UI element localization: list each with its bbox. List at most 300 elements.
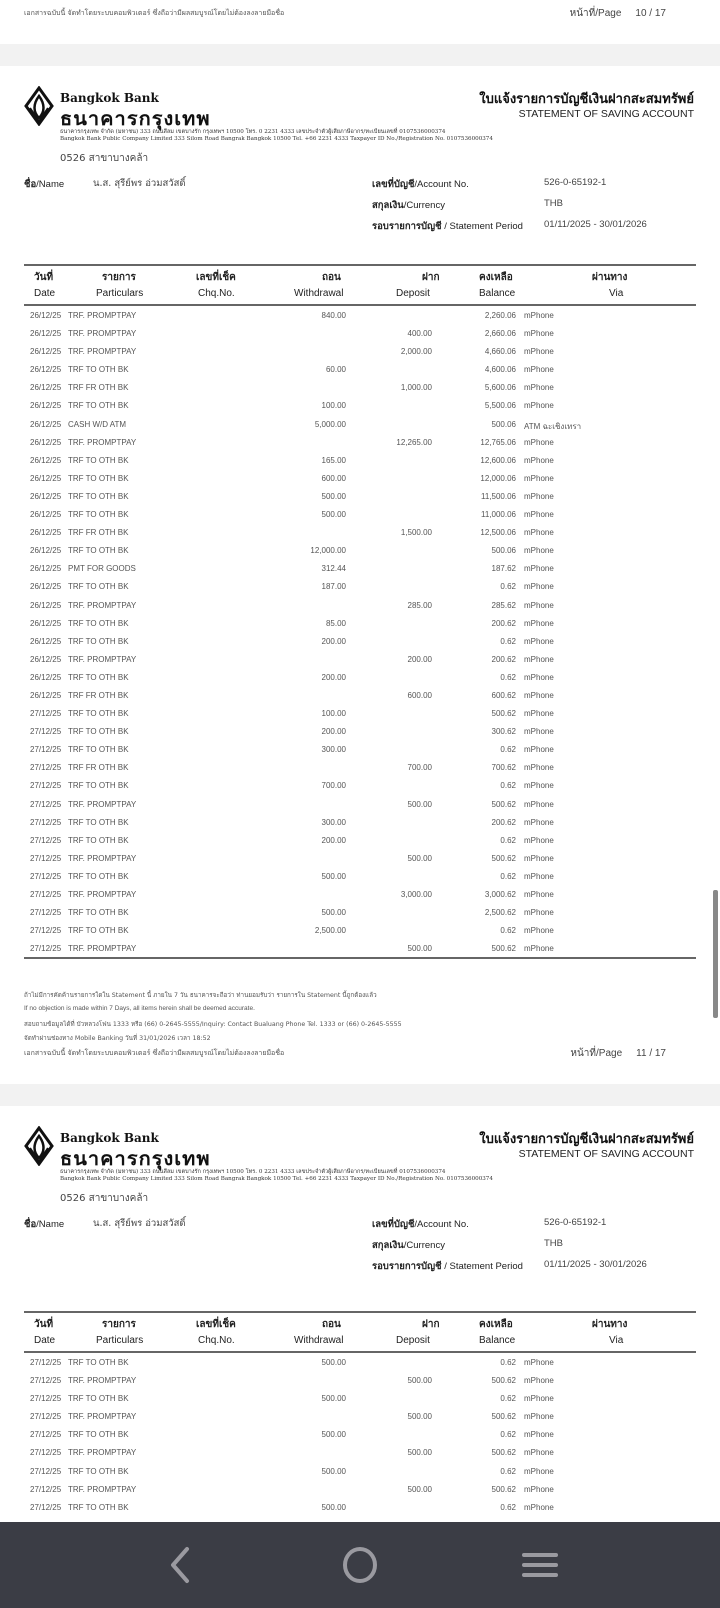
row-date: 26/12/25 [30, 600, 62, 610]
page-indicator [570, 1046, 666, 1061]
row-particulars: TRF TO OTH BK [68, 672, 129, 682]
row-withdrawal: 500.00 [321, 491, 346, 501]
table-row [24, 324, 696, 342]
row-particulars: TRF TO OTH BK [68, 871, 129, 881]
objection-note-en: If no objection is made within 7 Days, all items herein shall be deemed accurate. [24, 1005, 255, 1012]
table-row [24, 686, 696, 704]
row-balance: 500.62 [491, 1448, 516, 1458]
page-label-en: /Page [595, 8, 622, 19]
row-date: 27/12/25 [30, 944, 62, 954]
row-date: 27/12/25 [30, 1448, 62, 1458]
row-date: 27/12/25 [30, 1358, 62, 1367]
row-particulars: TRF TO OTH BK [68, 365, 129, 375]
table-row [24, 415, 696, 433]
table-row [24, 559, 696, 577]
col-deposit-th: ฝาก [422, 272, 440, 283]
page-12 [0, 1106, 720, 1522]
row-deposit: 500.00 [407, 853, 432, 863]
row-date: 27/12/25 [30, 835, 62, 845]
row-particulars: TRF TO OTH BK [68, 1466, 129, 1476]
col-chq-en: Chq.No. [198, 1335, 235, 1346]
bangkok-bank-logo-icon [24, 1126, 54, 1166]
table-row [24, 668, 696, 686]
row-particulars: TRF TO OTH BK [68, 727, 129, 737]
page-label-th: หน้าที่ [569, 8, 596, 19]
table-row [24, 903, 696, 921]
row-withdrawal: 500.00 [321, 1394, 346, 1404]
row-via: mPhone [524, 636, 554, 646]
row-withdrawal: 200.00 [321, 727, 346, 737]
row-withdrawal: 500.00 [321, 871, 346, 881]
row-date: 26/12/25 [30, 510, 62, 520]
row-date: 27/12/25 [30, 781, 62, 791]
row-date: 26/12/25 [30, 365, 62, 375]
page-number: 10 / 17 [635, 8, 666, 19]
row-balance: 4,660.06 [484, 347, 516, 357]
table-body [24, 1353, 696, 1516]
table-row [24, 523, 696, 541]
row-balance: 2,660.06 [484, 329, 516, 339]
row-date: 27/12/25 [30, 817, 62, 827]
row-withdrawal: 500.00 [321, 1466, 346, 1476]
row-particulars: TRF TO OTH BK [68, 926, 129, 936]
row-balance: 500.06 [491, 546, 516, 556]
row-deposit: 500.00 [407, 1484, 432, 1494]
row-via: mPhone [524, 582, 554, 592]
row-withdrawal: 165.00 [321, 455, 346, 465]
row-particulars: PMT FOR GOODS [68, 564, 136, 574]
row-balance: 200.62 [491, 654, 516, 664]
circle-home-icon [340, 1545, 380, 1585]
row-via: mPhone [524, 1376, 554, 1386]
row-balance: 0.62 [500, 636, 516, 646]
row-date: 26/12/25 [30, 546, 62, 556]
row-date: 27/12/25 [30, 853, 62, 863]
row-via: mPhone [524, 817, 554, 827]
account-no-value: 526-0-65192-1 [544, 177, 607, 188]
table-row [24, 650, 696, 668]
row-balance: 500.62 [491, 1484, 516, 1494]
row-balance: 285.62 [491, 600, 516, 610]
row-particulars: CASH W/D ATM [68, 419, 127, 429]
row-withdrawal: 12,000.00 [310, 546, 346, 556]
row-date: 27/12/25 [30, 745, 62, 755]
bank-address-th: ธนาคารกรุงเทพ จำกัด (มหาชน) 333 ถนนสีลม เขตบางรัก กรุงเทพฯ 10500 โทร. 0 2231 4333 เลขประจำตัวผู้เสียภาษีอากร/ทะเบียนเลขที่ 0107536000374 [60, 1169, 446, 1175]
statement-title-th: ใบแจ้งรายการบัญชีเงินฝากสะสมทรัพย์ [479, 1132, 694, 1147]
statement-title-en: STATEMENT OF SAVING ACCOUNT [518, 1148, 694, 1160]
row-deposit: 500.00 [407, 1376, 432, 1386]
row-particulars: TRF. PROMPTPAY [68, 1376, 137, 1386]
col-deposit-en: Deposit [396, 1335, 430, 1346]
branch-label: 0526 สาขาบางคล้า [60, 1193, 149, 1204]
row-particulars: TRF TO OTH BK [68, 491, 129, 501]
back-button[interactable] [155, 1540, 205, 1590]
bank-address-en: Bangkok Bank Public Company Limited 333 Silom Road Bangrak Bangkok 10500 Tel. +66 2231 4333 Taxpayer ID No./Registration No. 0107536000374 [60, 1176, 493, 1182]
account-holder-name: น.ส. สุรีย์พร อ่วมสวัสดิ์ [93, 1218, 186, 1229]
row-deposit: 12,265.00 [396, 437, 432, 447]
col-chq-th: เลขที่เช็ค [196, 1319, 236, 1330]
table-row [24, 342, 696, 360]
row-withdrawal: 700.00 [321, 781, 346, 791]
row-particulars: TRF. PROMPTPAY [68, 347, 137, 357]
col-withdrawal-en: Withdrawal [294, 1335, 344, 1346]
table-row [24, 577, 696, 595]
row-via: mPhone [524, 1484, 554, 1494]
col-chq-th: เลขที่เช็ค [196, 272, 236, 283]
bank-address-th: ธนาคารกรุงเทพ จำกัด (มหาชน) 333 ถนนสีลม เขตบางรัก กรุงเทพฯ 10500 โทร. 0 2231 4333 เลขประจำตัวผู้เสียภาษีอากร/ทะเบียนเลขที่ 0107536000374 [60, 129, 446, 135]
row-date: 26/12/25 [30, 654, 62, 664]
row-deposit: 700.00 [407, 763, 432, 773]
recent-apps-button[interactable] [515, 1540, 565, 1590]
row-via: mPhone [524, 564, 554, 574]
currency-value: THB [544, 198, 563, 209]
row-via: mPhone [524, 690, 554, 700]
row-particulars: TRF FR OTH BK [68, 690, 129, 700]
col-date-th: วันที่ [34, 1319, 54, 1330]
row-balance: 0.62 [500, 582, 516, 592]
row-balance: 500.62 [491, 799, 516, 809]
row-withdrawal: 85.00 [325, 618, 346, 628]
row-particulars: TRF TO OTH BK [68, 582, 129, 592]
row-balance: 0.62 [500, 672, 516, 682]
row-withdrawal: 500.00 [321, 1430, 346, 1440]
branch-label: 0526 สาขาบางคล้า [60, 153, 149, 164]
inquiry-note: สอบถามข้อมูลได้ที่ บัวหลวงโฟน 1333 หรือ (66) 0-2645-5555/Inquiry: Contact Bualuang Phone Tel. 1333 or (66) 0-2645-5555 [24, 1021, 402, 1028]
row-withdrawal: 5,000.00 [314, 419, 346, 429]
table-row [24, 813, 696, 831]
table-row [24, 451, 696, 469]
row-particulars: TRF. PROMPTPAY [68, 600, 137, 610]
row-via: mPhone [524, 455, 554, 465]
row-balance: 700.62 [491, 763, 516, 773]
row-withdrawal: 500.00 [321, 1358, 346, 1367]
row-via: mPhone [524, 365, 554, 375]
table-row [24, 378, 696, 396]
row-deposit: 400.00 [407, 329, 432, 339]
row-particulars: TRF TO OTH BK [68, 817, 129, 827]
disclaimer-note: เอกสารฉบับนี้ จัดทำโดยระบบคอมพิวเตอร์ ซึ่งถือว่ามีผลสมบูรณ์โดยไม่ต้องลงลายมือชื่อ [24, 1049, 285, 1057]
row-via: mPhone [524, 871, 554, 881]
generated-note: จัดทำผ่านช่องทาง Mobile Banking วันที่ 31/01/2026 เวลา 18:52 [24, 1035, 211, 1042]
currency-label: สกุลเงิน/Currency [372, 200, 445, 211]
row-date: 27/12/25 [30, 1430, 62, 1440]
table-row [24, 1407, 696, 1425]
row-withdrawal: 600.00 [321, 473, 346, 483]
table-row [24, 596, 696, 614]
table-row [24, 939, 696, 957]
row-via: mPhone [524, 528, 554, 538]
row-withdrawal: 187.00 [321, 582, 346, 592]
row-balance: 2,260.06 [484, 311, 516, 320]
col-via-th: ผ่านทาง [592, 1319, 628, 1330]
row-deposit: 600.00 [407, 690, 432, 700]
row-particulars: TRF. PROMPTPAY [68, 890, 137, 899]
table-row [24, 632, 696, 650]
row-via: mPhone [524, 1394, 554, 1404]
scrollbar-thumb[interactable] [713, 890, 718, 1018]
row-particulars: TRF TO OTH BK [68, 835, 129, 845]
row-date: 26/12/25 [30, 528, 62, 538]
row-balance: 300.62 [491, 727, 516, 737]
row-balance: 500.62 [491, 709, 516, 719]
row-particulars: TRF. PROMPTPAY [68, 1412, 137, 1422]
table-row [24, 469, 696, 487]
row-date: 27/12/25 [30, 1484, 62, 1494]
row-withdrawal: 312.44 [321, 564, 346, 574]
row-particulars: TRF. PROMPTPAY [68, 311, 137, 320]
row-withdrawal: 500.00 [321, 908, 346, 918]
row-date: 26/12/25 [30, 473, 62, 483]
row-via: mPhone [524, 618, 554, 628]
row-date: 27/12/25 [30, 1502, 62, 1512]
row-deposit: 200.00 [407, 654, 432, 664]
row-via: mPhone [524, 1412, 554, 1422]
row-particulars: TRF TO OTH BK [68, 546, 129, 556]
row-particulars: TRF TO OTH BK [68, 618, 129, 628]
row-via: mPhone [524, 1502, 554, 1512]
row-via: mPhone [524, 835, 554, 845]
row-balance: 0.62 [500, 781, 516, 791]
table-row [24, 396, 696, 414]
row-via: mPhone [524, 1430, 554, 1440]
row-particulars: TRF TO OTH BK [68, 1358, 129, 1367]
row-balance: 0.62 [500, 1430, 516, 1440]
row-particulars: TRF. PROMPTPAY [68, 799, 137, 809]
table-row [24, 921, 696, 939]
row-withdrawal: 200.00 [321, 636, 346, 646]
row-date: 27/12/25 [30, 727, 62, 737]
row-deposit: 500.00 [407, 1448, 432, 1458]
row-particulars: TRF. PROMPTPAY [68, 853, 137, 863]
row-particulars: TRF. PROMPTPAY [68, 437, 137, 447]
row-via: mPhone [524, 329, 554, 339]
row-date: 26/12/25 [30, 419, 62, 429]
col-balance-th: คงเหลือ [479, 1319, 513, 1330]
row-date: 27/12/25 [30, 763, 62, 773]
row-balance: 12,000.06 [480, 473, 516, 483]
row-particulars: TRF TO OTH BK [68, 709, 129, 719]
table-row [24, 1443, 696, 1461]
row-date: 27/12/25 [30, 1376, 62, 1386]
row-date: 27/12/25 [30, 1466, 62, 1476]
table-row [24, 722, 696, 740]
table-body [24, 306, 696, 957]
col-balance-en: Balance [479, 288, 516, 299]
row-balance: 3,000.62 [484, 890, 516, 899]
row-particulars: TRF TO OTH BK [68, 401, 129, 411]
table-row [24, 505, 696, 523]
row-via: mPhone [524, 781, 554, 791]
row-balance: 0.62 [500, 871, 516, 881]
table-header [24, 264, 696, 306]
row-deposit: 500.00 [407, 799, 432, 809]
row-via: mPhone [524, 473, 554, 483]
row-via: mPhone [524, 853, 554, 863]
row-withdrawal: 500.00 [321, 510, 346, 520]
row-date: 26/12/25 [30, 401, 62, 411]
row-via: mPhone [524, 654, 554, 664]
row-date: 26/12/25 [30, 564, 62, 574]
table-row [24, 1353, 696, 1371]
row-date: 26/12/25 [30, 491, 62, 501]
row-date: 27/12/25 [30, 926, 62, 936]
row-via: mPhone [524, 491, 554, 501]
col-via-th: ผ่านทาง [592, 272, 628, 283]
home-button[interactable] [335, 1540, 385, 1590]
row-via: mPhone [524, 944, 554, 954]
row-via: mPhone [524, 709, 554, 719]
row-deposit: 500.00 [407, 944, 432, 954]
row-via: mPhone [524, 799, 554, 809]
statement-title-en: STATEMENT OF SAVING ACCOUNT [518, 108, 694, 120]
row-particulars: TRF. PROMPTPAY [68, 1484, 137, 1494]
row-date: 26/12/25 [30, 636, 62, 646]
table-row [24, 487, 696, 505]
col-via-en: Via [609, 288, 624, 299]
row-via: mPhone [524, 347, 554, 357]
row-date: 27/12/25 [30, 1394, 62, 1404]
row-balance: 187.62 [491, 564, 516, 574]
page-number: 11 / 17 [636, 1048, 666, 1059]
row-date: 27/12/25 [30, 1412, 62, 1422]
statement-period-value: 01/11/2025 - 30/01/2026 [544, 1259, 647, 1270]
row-balance: 4,600.06 [484, 365, 516, 375]
bangkok-bank-logo-icon [24, 86, 54, 126]
page-label-th: หน้าที่ [570, 1048, 597, 1059]
table-row [24, 1498, 696, 1516]
row-particulars: TRF TO OTH BK [68, 745, 129, 755]
row-via: ATM ฉะเชิงเทรา [524, 421, 582, 431]
table-row [24, 849, 696, 867]
table-row [24, 1371, 696, 1389]
table-row [24, 776, 696, 794]
row-balance: 11,000.06 [481, 510, 516, 520]
col-balance-th: คงเหลือ [479, 272, 513, 283]
row-withdrawal: 500.00 [321, 1502, 346, 1512]
row-particulars: TRF TO OTH BK [68, 1502, 129, 1512]
row-via: mPhone [524, 383, 554, 393]
row-date: 27/12/25 [30, 871, 62, 881]
row-date: 26/12/25 [30, 690, 62, 700]
row-date: 26/12/25 [30, 437, 62, 447]
row-deposit: 500.00 [407, 1412, 432, 1422]
row-via: mPhone [524, 546, 554, 556]
table-header [24, 1311, 696, 1353]
table-row [24, 433, 696, 451]
row-balance: 0.62 [500, 835, 516, 845]
row-date: 26/12/25 [30, 329, 62, 339]
system-navigation-bar [0, 1522, 720, 1608]
row-balance: 500.06 [491, 419, 516, 429]
row-particulars: TRF TO OTH BK [68, 781, 129, 791]
col-withdrawal-th: ถอน [322, 272, 341, 283]
row-deposit: 1,000.00 [400, 383, 432, 393]
table-row [24, 541, 696, 559]
row-deposit: 2,000.00 [400, 347, 432, 357]
row-balance: 500.62 [491, 853, 516, 863]
row-balance: 500.62 [491, 1412, 516, 1422]
row-via: mPhone [524, 727, 554, 737]
col-withdrawal-en: Withdrawal [294, 288, 344, 299]
row-date: 26/12/25 [30, 383, 62, 393]
bank-address-en: Bangkok Bank Public Company Limited 333 Silom Road Bangrak Bangkok 10500 Tel. +66 2231 4333 Taxpayer ID No./Registration No. 0107536000374 [60, 136, 493, 142]
currency-value: THB [544, 1238, 563, 1249]
row-particulars: TRF FR OTH BK [68, 383, 129, 393]
row-date: 26/12/25 [30, 455, 62, 465]
row-balance: 0.62 [500, 926, 516, 936]
table-row [24, 1462, 696, 1480]
col-particulars-en: Particulars [96, 1335, 144, 1346]
row-withdrawal: 840.00 [321, 311, 346, 320]
statement-period-value: 01/11/2025 - 30/01/2026 [544, 219, 647, 230]
transaction-table [24, 1311, 696, 1516]
row-particulars: TRF TO OTH BK [68, 908, 129, 918]
table-row [24, 795, 696, 813]
row-via: mPhone [524, 401, 554, 411]
row-date: 26/12/25 [30, 311, 62, 320]
account-no-label: เลขที่บัญชี/Account No. [372, 1219, 469, 1230]
row-withdrawal: 200.00 [321, 672, 346, 682]
bank-name-th: ธนาคารกรุงเทพ [60, 108, 211, 130]
row-particulars: TRF TO OTH BK [68, 1394, 129, 1404]
row-via: mPhone [524, 763, 554, 773]
row-balance: 11,500.06 [481, 491, 516, 501]
row-date: 27/12/25 [30, 890, 62, 899]
account-holder-name: น.ส. สุรีย์พร อ่วมสวัสดิ์ [93, 178, 186, 189]
col-particulars-th: รายการ [102, 1319, 136, 1330]
col-balance-en: Balance [479, 1335, 516, 1346]
account-no-label: เลขที่บัญชี/Account No. [372, 179, 469, 190]
row-balance: 500.62 [491, 944, 516, 954]
row-particulars: TRF TO OTH BK [68, 1430, 129, 1440]
row-date: 26/12/25 [30, 618, 62, 628]
bank-name-en: Bangkok Bank [60, 1131, 159, 1145]
col-date-en: Date [34, 1335, 56, 1346]
table-row [24, 704, 696, 722]
col-withdrawal-th: ถอน [322, 1319, 341, 1330]
row-via: mPhone [524, 890, 554, 899]
row-date: 26/12/25 [30, 582, 62, 592]
row-particulars: TRF. PROMPTPAY [68, 944, 137, 954]
table-row [24, 740, 696, 758]
row-via: mPhone [524, 908, 554, 918]
row-via: mPhone [524, 745, 554, 755]
table-row [24, 1389, 696, 1407]
row-withdrawal: 100.00 [321, 709, 346, 719]
page-11 [0, 66, 720, 1084]
disclaimer-note: เอกสารฉบับนี้ จัดทำโดยระบบคอมพิวเตอร์ ซึ่งถือว่ามีผลสมบูรณ์โดยไม่ต้องลงลายมือชื่อ [24, 9, 285, 17]
col-particulars-th: รายการ [102, 272, 136, 283]
statement-title-th: ใบแจ้งรายการบัญชีเงินฝากสะสมทรัพย์ [479, 92, 694, 107]
row-date: 27/12/25 [30, 799, 62, 809]
row-balance: 500.62 [491, 1376, 516, 1386]
row-withdrawal: 300.00 [321, 745, 346, 755]
row-via: mPhone [524, 672, 554, 682]
row-balance: 12,765.06 [480, 437, 516, 447]
row-via: mPhone [524, 926, 554, 936]
statement-period-label: รอบรายการบัญชี / Statement Period [372, 1261, 523, 1272]
row-via: mPhone [524, 600, 554, 610]
name-label: ชื่อ/Name [24, 1219, 65, 1230]
row-balance: 12,500.06 [480, 528, 516, 538]
bank-name-en: Bangkok Bank [60, 91, 159, 105]
row-deposit: 285.00 [407, 600, 432, 610]
table-bottom-rule [24, 957, 696, 959]
transaction-table [24, 264, 696, 959]
table-row [24, 360, 696, 378]
row-particulars: TRF TO OTH BK [68, 510, 129, 520]
page-indicator [570, 6, 666, 21]
